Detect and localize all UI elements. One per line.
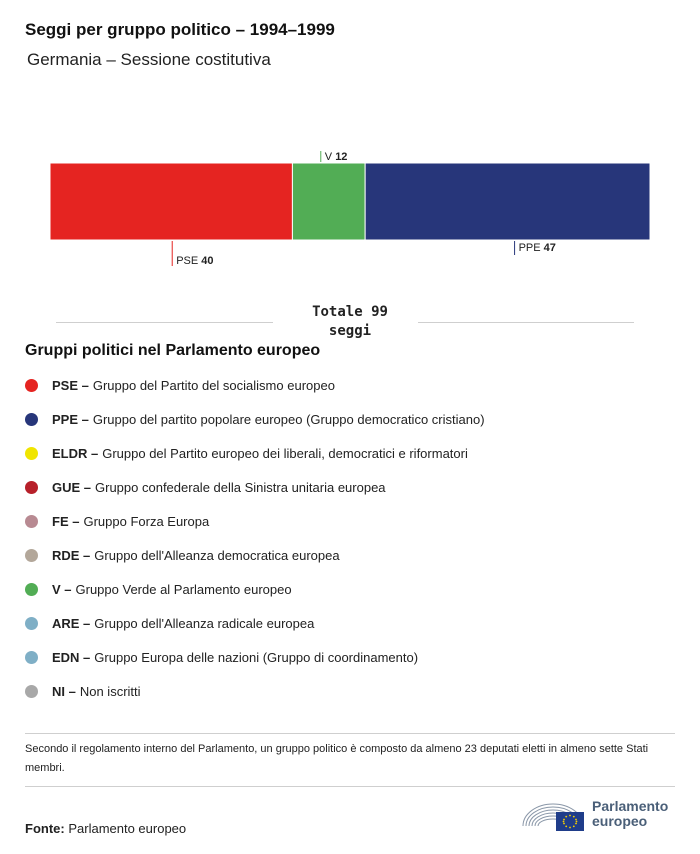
legend-text: Gruppo dell'Alleanza democratica europea	[94, 547, 340, 563]
legend-abbr: RDE –	[52, 547, 91, 563]
legend-text: Gruppo confederale della Sinistra unitaria europea	[95, 479, 386, 495]
legend-text: Gruppo del Partito europeo dei liberali, democratici e riformatori	[102, 445, 468, 461]
total-seats-label	[290, 303, 410, 341]
legend-dot-icon	[25, 413, 38, 426]
legend-abbr: NI –	[52, 683, 76, 699]
legend-text: Gruppo Forza Europa	[83, 513, 210, 529]
legend-item	[25, 470, 485, 504]
legend-abbr: PSE –	[52, 377, 89, 393]
legend-dot-icon	[25, 481, 38, 494]
legend-item	[25, 402, 485, 436]
logo-text-line1: Parlamento	[592, 798, 669, 814]
legend-item	[25, 640, 485, 674]
legend-item	[25, 606, 485, 640]
data-label-v: V 12	[324, 151, 348, 163]
legend-dot-icon	[25, 685, 38, 698]
bar-segment-v	[292, 163, 365, 240]
legend-title: Gruppi politici nel Parlamento europeo	[25, 342, 321, 359]
legend-dot-icon	[25, 549, 38, 562]
total-divider-right	[418, 322, 634, 323]
legend-dot-icon	[25, 651, 38, 664]
legend-item	[25, 504, 485, 538]
legend-item	[25, 674, 485, 708]
bar-segment-pse	[50, 163, 292, 240]
legend-text: Gruppo dell'Alleanza radicale europea	[94, 615, 315, 631]
legend-abbr: ELDR –	[52, 445, 99, 461]
legend-abbr: GUE –	[52, 479, 92, 495]
divider-bottom	[25, 786, 675, 787]
legend-text: Gruppo del partito popolare europeo (Gruppo democratico cristiano)	[92, 411, 485, 427]
legend-dot-icon	[25, 617, 38, 630]
footnote: Secondo il regolamento interno del Parlamento, un gruppo politico è composto da almeno 23 deputati eletti in almeno sette Stati membri.	[25, 743, 649, 774]
legend-abbr: PPE –	[52, 411, 89, 427]
legend-dot-icon	[25, 379, 38, 392]
source-label: Fonte:	[25, 821, 65, 836]
chart-subtitle: Germania – Sessione costitutiva	[27, 50, 271, 69]
total-seats-line1: Totale 99	[312, 304, 388, 320]
legend-item	[25, 436, 485, 470]
chart-title: Seggi per gruppo politico – 1994–1999	[25, 20, 335, 39]
hemicycle-flag-icon	[520, 796, 586, 832]
legend-abbr: EDN –	[52, 649, 91, 665]
parliament-logo	[520, 796, 668, 832]
stacked-bar-chart	[0, 140, 700, 280]
legend-dot-icon	[25, 583, 38, 596]
legend-item	[25, 368, 485, 402]
legend-text: Gruppo Europa delle nazioni (Gruppo di coordinamento)	[94, 649, 419, 665]
bar-segment-ppe	[365, 163, 650, 240]
legend-text: Non iscritti	[79, 683, 141, 699]
source-value: Parlamento europeo	[68, 821, 187, 836]
total-divider-left	[56, 322, 273, 323]
divider-top	[25, 733, 675, 734]
data-label-pse: PSE 40	[176, 255, 214, 267]
legend-item	[25, 538, 485, 572]
legend	[25, 368, 485, 708]
legend-abbr: ARE –	[52, 615, 91, 631]
legend-abbr: V –	[52, 581, 72, 597]
legend-dot-icon	[25, 515, 38, 528]
legend-text: Gruppo Verde al Parlamento europeo	[75, 581, 292, 597]
source-line	[25, 821, 186, 836]
legend-abbr: FE –	[52, 513, 80, 529]
legend-text: Gruppo del Partito del socialismo europeo	[92, 377, 335, 393]
legend-dot-icon	[25, 447, 38, 460]
logo-text-line2: europeo	[592, 813, 648, 829]
total-seats-line2: seggi	[328, 323, 372, 339]
data-label-ppe: PPE 47	[518, 242, 556, 254]
legend-item	[25, 572, 485, 606]
